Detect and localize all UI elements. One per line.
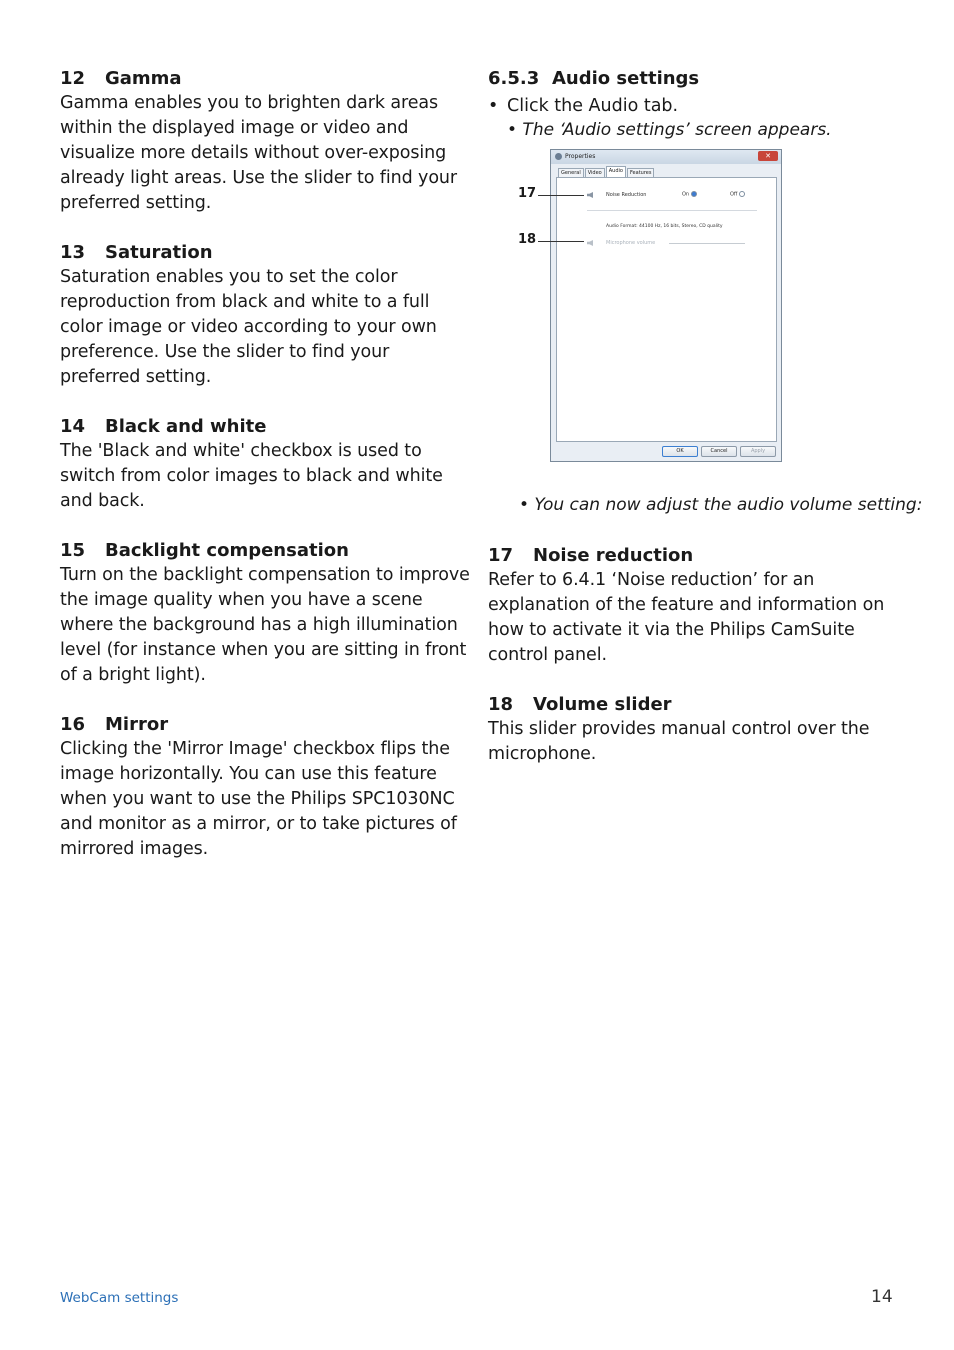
section-body: Turn on the backlight compensation to improve the image quality when you have a scene where the background has a high illumination level (for instance when you are sitting in front of a bright light). [60,565,470,685]
section-title: Gamma [105,68,182,89]
tab-features[interactable]: Features [627,168,655,178]
section-body: The 'Black and white' checkbox is used to switch from color images to black and white and back. [60,441,443,511]
speaker-icon [587,240,593,246]
cancel-button[interactable]: Cancel [701,446,737,457]
properties-dialog [550,149,782,462]
audio-settings-heading [488,66,888,91]
section-number: 6.5.3 [488,68,540,89]
section-volume-slider [488,692,888,767]
properties-icon [555,153,562,160]
section-number: 18 [488,694,514,715]
section-title: Noise reduction [533,545,694,566]
section-number: 13 [60,242,86,263]
section-black-and-white [60,414,470,514]
section-number: 12 [60,68,86,89]
tab-video[interactable]: Video [585,168,605,178]
callout-18: 18 [518,232,537,247]
noise-off-option[interactable] [730,191,745,198]
callout-18-line [538,241,584,242]
microphone-volume-label: Microphone volume [606,240,656,246]
section-gamma [60,66,470,216]
step-result: • The ‘Audio settings’ screen appears. [507,120,832,140]
section-number: 15 [60,540,86,561]
section-heading [60,538,470,563]
speaker-icon [587,192,593,198]
noise-off-radio[interactable] [739,191,745,197]
section-title: Mirror [105,714,169,735]
tab-general[interactable]: General [558,168,584,178]
section-title: Backlight compensation [105,540,349,561]
apply-button[interactable]: Apply [740,446,776,457]
section-heading [488,692,888,717]
section-heading [60,414,470,439]
section-backlight-compensation [60,538,470,688]
callout-17: 17 [518,186,537,201]
section-body: Clicking the 'Mirror Image' checkbox flips the image horizontally. You can use this feature when you want to use the Philips SPC1030NC and monitor as a mirror, or to take pictures of mirrored images. [60,739,457,859]
left-column [60,66,470,886]
noise-on-radio[interactable] [691,191,697,197]
section-body: Saturation enables you to set the color reproduction from black and white to a full color image or video according to your own preference. Use the slider to find your preferred setting. [60,267,437,387]
right-column-bottom [488,543,888,791]
close-button[interactable]: ✕ [758,151,778,161]
audio-panel [556,177,777,442]
section-number: 14 [60,416,86,437]
noise-reduction-label: Noise Reduction [606,192,647,198]
audio-format-text: Audio Format: 44100 Hz, 16 bits, Stereo, CD quality [606,224,723,229]
section-heading [60,240,470,265]
section-body: Refer to 6.4.1 ‘Noise reduction’ for an explanation of the feature and information on how to activate it via the Philips CamSuite control panel. [488,570,885,665]
microphone-volume-slider[interactable] [669,243,745,244]
tab-audio[interactable]: Audio [606,166,626,178]
section-title: Audio settings [552,68,700,89]
section-noise-reduction [488,543,888,668]
section-body: Gamma enables you to brighten dark areas within the displayed image or video and visualize more details without over-exposing already light areas. Use the slider to find your preferred setting. [60,93,458,213]
section-heading [60,66,470,91]
section-mirror [60,712,470,862]
adjust-volume-note: • You can now adjust the audio volume setting: [519,495,923,515]
ok-button[interactable]: OK [662,446,698,457]
section-heading [60,712,470,737]
section-title: Black and white [105,416,267,437]
section-heading [488,543,888,568]
on-label: On [682,191,690,198]
footer-section-name: WebCam settings [60,1290,179,1306]
step-bullet [488,94,888,119]
divider [587,210,757,211]
section-saturation [60,240,470,390]
section-body: This slider provides manual control over the microphone. [488,719,870,764]
section-number: 16 [60,714,86,735]
section-title: Saturation [105,242,213,263]
section-number: 17 [488,545,514,566]
noise-on-option[interactable] [682,191,697,198]
section-title: Volume slider [533,694,672,715]
callout-17-line [538,195,584,196]
step-text: Click the Audio tab. [507,96,679,116]
right-column-top [488,66,888,142]
dialog-titlebar [551,150,781,164]
bullet-mark: • [488,96,499,116]
properties-dialog-screenshot [550,149,782,462]
page-number: 14 [871,1287,893,1307]
off-label: Off [730,191,738,198]
dialog-title: Properties [565,153,596,160]
